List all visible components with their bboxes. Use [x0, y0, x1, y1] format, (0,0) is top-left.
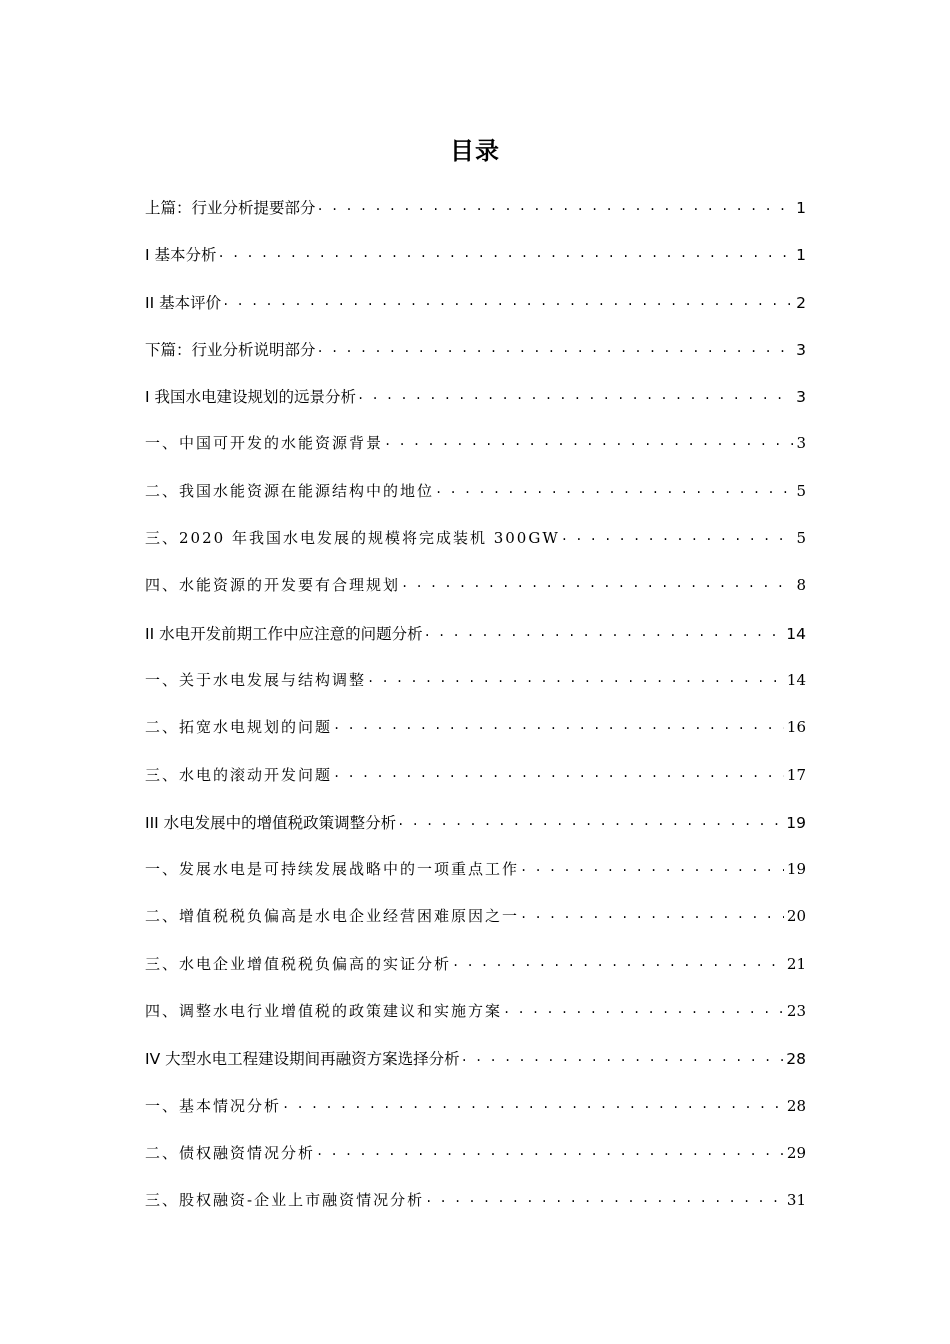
toc-entry[interactable]: [145, 574, 806, 621]
toc-entry-page-number: 1: [796, 199, 806, 217]
toc-entry-page-number: 19: [786, 813, 806, 832]
toc-entry-page-number: 28: [786, 1050, 806, 1069]
toc-entry-label: 一、基本情况分析: [145, 1096, 282, 1115]
dot-leader: [282, 1096, 784, 1111]
toc-entry[interactable]: [145, 338, 806, 385]
toc-entry-label: II 水电开发前期工作中应注意的问题分析: [145, 624, 423, 643]
dot-leader: [333, 765, 784, 780]
toc-entry-page-number: 3: [796, 434, 806, 453]
toc-entry-label: 二、增值税税负偏高是水电企业经营困难原因之一: [145, 907, 520, 926]
toc-list: [145, 196, 806, 1237]
toc-entry[interactable]: [145, 432, 806, 479]
dot-leader: [520, 859, 784, 874]
toc-entry[interactable]: [145, 527, 806, 574]
toc-entry-page-number: 16: [786, 718, 806, 737]
dot-leader: [333, 717, 784, 732]
toc-entry-page-number: 19: [786, 860, 806, 879]
toc-entry-label: 二、拓宽水电规划的问题: [145, 718, 333, 737]
dot-leader: [367, 670, 784, 685]
dot-leader: [452, 954, 784, 969]
toc-entry-page-number: 17: [786, 765, 806, 784]
toc-entry[interactable]: [145, 622, 806, 669]
toc-entry-label: IV 大型水电工程建设期间再融资方案选择分析: [145, 1050, 460, 1069]
toc-entry-page-number: 1: [796, 246, 806, 265]
toc-entry[interactable]: [145, 196, 806, 243]
toc-entry[interactable]: [145, 1000, 806, 1047]
toc-entry[interactable]: [145, 480, 806, 527]
toc-entry[interactable]: [145, 669, 806, 716]
dot-leader: [461, 1049, 784, 1065]
toc-entry[interactable]: [145, 716, 806, 763]
toc-entry-page-number: 14: [786, 670, 806, 689]
toc-entry[interactable]: [145, 243, 806, 290]
toc-entry-label: 三、水电的滚动开发问题: [145, 765, 333, 784]
toc-entry-page-number: 21: [786, 954, 806, 973]
toc-entry-label: 一、发展水电是可持续发展战略中的一项重点工作: [145, 860, 520, 879]
toc-entry-label: 上篇：行业分析提要部分: [145, 199, 316, 217]
toc-entry-page-number: 5: [796, 481, 806, 500]
dot-leader: [317, 198, 794, 214]
toc-entry-label: II 基本评价: [145, 293, 222, 312]
toc-entry[interactable]: [145, 811, 806, 858]
toc-entry[interactable]: [145, 858, 806, 905]
toc-entry-page-number: 5: [796, 529, 806, 548]
dot-leader: [561, 528, 794, 543]
dot-leader: [435, 481, 793, 496]
toc-entry-page-number: 23: [786, 1002, 806, 1021]
toc-entry-page-number: 29: [786, 1143, 806, 1162]
toc-entry-label: 一、中国可开发的水能资源背景: [145, 434, 384, 453]
dot-leader: [317, 339, 794, 355]
dot-leader: [222, 292, 793, 308]
toc-entry[interactable]: [145, 1047, 806, 1094]
dot-leader: [503, 1001, 784, 1016]
toc-entry-label: 三、水电企业增值税税负偏高的实证分析: [145, 954, 452, 973]
dot-leader: [357, 387, 793, 403]
toc-entry-label: 二、我国水能资源在能源结构中的地位: [145, 481, 435, 500]
toc-title: 目录: [450, 137, 500, 165]
dot-leader: [316, 1143, 784, 1158]
toc-entry-label: I 我国水电建设规划的远景分析: [145, 388, 356, 407]
dot-leader: [425, 1190, 784, 1205]
toc-entry-page-number: 8: [796, 576, 806, 595]
toc-entry-label: 三、2020 年我国水电发展的规模将完成装机 300GW: [145, 529, 560, 548]
toc-entry[interactable]: [145, 953, 806, 1000]
dot-leader: [401, 575, 793, 590]
toc-entry[interactable]: [145, 1189, 806, 1236]
toc-entry-label: 三、股权融资-企业上市融资情况分析: [145, 1191, 425, 1210]
toc-entry-page-number: 2: [796, 293, 806, 312]
toc-entry-label: 一、关于水电发展与结构调整: [145, 670, 367, 689]
toc-entry[interactable]: [145, 385, 806, 432]
toc-entry[interactable]: [145, 764, 806, 811]
toc-entry-label: III 水电发展中的增值税政策调整分析: [145, 813, 397, 832]
toc-entry[interactable]: [145, 291, 806, 338]
toc-entry-page-number: 3: [796, 340, 806, 359]
dot-leader: [424, 623, 784, 639]
toc-entry[interactable]: [145, 1095, 806, 1142]
toc-entry-page-number: 14: [786, 624, 806, 643]
toc-entry-page-number: 3: [796, 388, 806, 407]
toc-entry-label: 四、调整水电行业增值税的政策建议和实施方案: [145, 1002, 503, 1021]
toc-entry[interactable]: [145, 905, 806, 952]
toc-entry-page-number: 28: [786, 1096, 806, 1115]
toc-entry[interactable]: [145, 1142, 806, 1189]
dot-leader: [384, 433, 793, 448]
dot-leader: [520, 906, 784, 921]
toc-entry-label: 四、水能资源的开发要有合理规划: [145, 576, 401, 595]
toc-entry-label: 二、债权融资情况分析: [145, 1143, 316, 1162]
dot-leader: [218, 245, 794, 261]
toc-entry-page-number: 31: [786, 1191, 806, 1210]
dot-leader: [397, 812, 783, 828]
toc-entry-label: 下篇：行业分析说明部分: [145, 340, 316, 359]
toc-entry-page-number: 20: [786, 907, 806, 926]
toc-entry-label: I 基本分析: [145, 246, 217, 265]
